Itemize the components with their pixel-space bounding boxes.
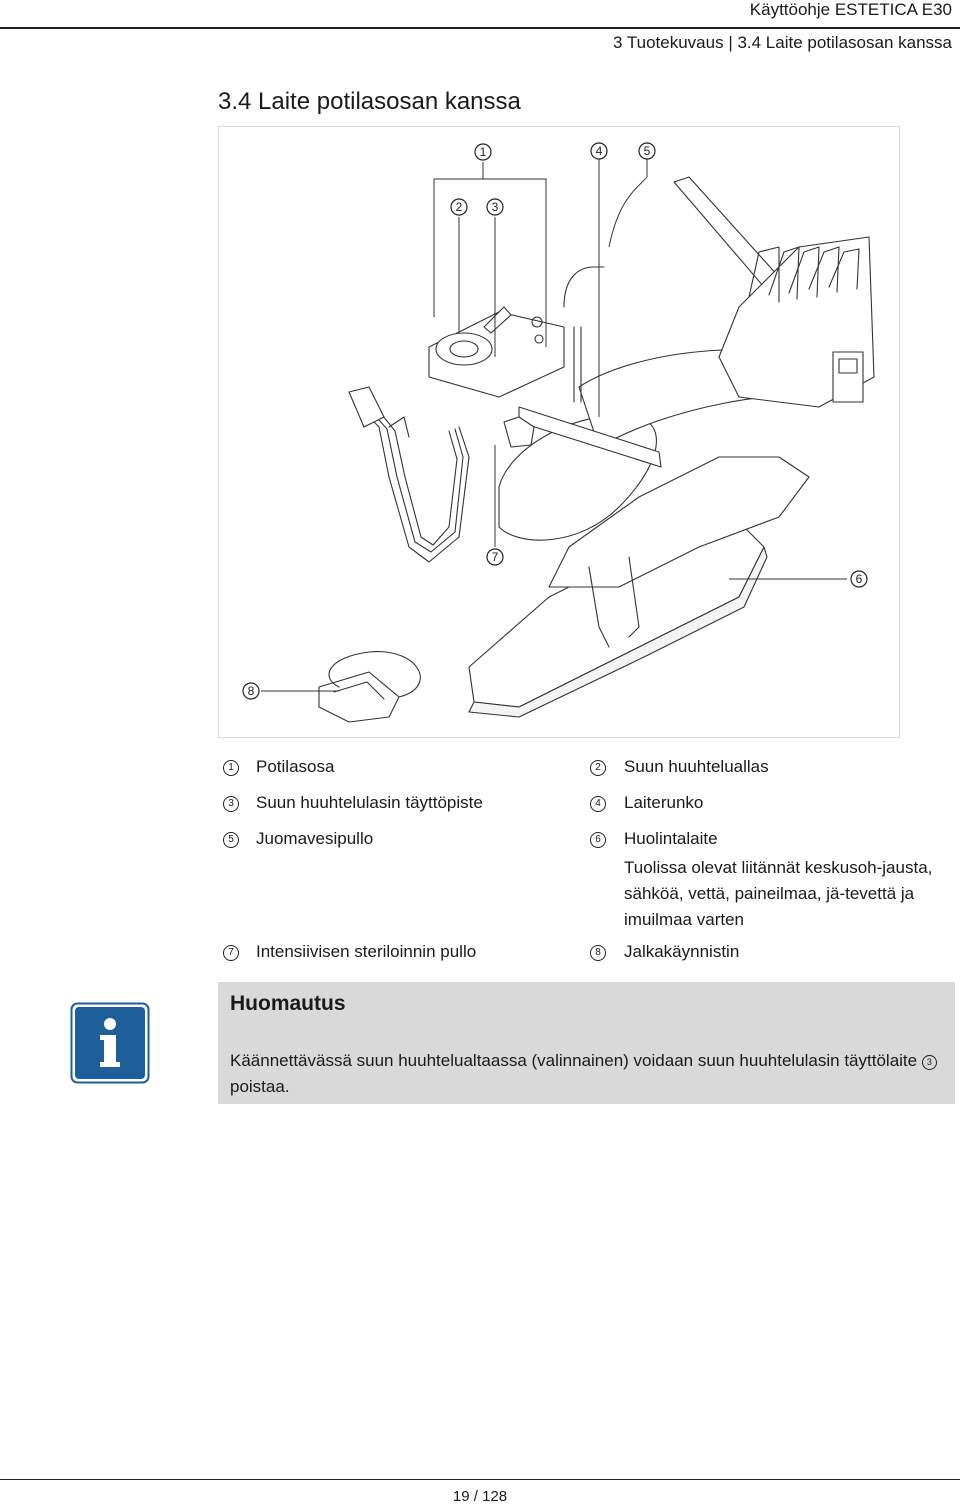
- footer-rule: [0, 1479, 960, 1480]
- legend-number-7: 7: [223, 945, 239, 961]
- svg-text:5: 5: [643, 144, 651, 158]
- dental-unit-illustration: [219, 127, 901, 739]
- svg-text:1: 1: [479, 145, 487, 159]
- svg-text:8: 8: [247, 684, 255, 698]
- legend-label-6: Huolintalaite: [624, 829, 718, 848]
- legend-number-8: 8: [590, 945, 606, 961]
- note-text-start: Käännettävässä suun huuhtelualtaassa (valinnainen) voidaan suun huuhtelulasin täyttölaite: [230, 1051, 918, 1070]
- page-number: 19 / 128: [452, 1488, 508, 1505]
- header-rule: [0, 27, 960, 29]
- svg-text:2: 2: [455, 200, 463, 214]
- note-title: Huomautus: [230, 992, 346, 1015]
- info-icon: [70, 1002, 150, 1084]
- legend-label-1: Potilasosa: [256, 757, 335, 776]
- note-text-end: poistaa.: [230, 1077, 290, 1096]
- legend-label-3: Suun huuhtelulasin täyttöpiste: [256, 793, 483, 812]
- callout-8: [243, 683, 259, 699]
- legend-label-5: Juomavesipullo: [256, 829, 374, 848]
- legend-label-7: Intensiivisen steriloinnin pullo: [256, 942, 477, 961]
- callout-7: [487, 549, 503, 565]
- note-reference-3: 3: [922, 1055, 937, 1070]
- callout-6: [851, 571, 867, 587]
- callout-3: [487, 199, 503, 215]
- svg-text:3: 3: [491, 200, 499, 214]
- svg-text:6: 6: [855, 572, 863, 586]
- callout-4: [591, 143, 607, 159]
- document-title: Käyttöohje ESTETICA E30: [749, 0, 952, 19]
- legend-description-6: Tuolissa olevat liitännät keskusoh-jausta, sähköä, vettä, paineilmaa, jä-tevettä ja imuilmaa varten: [624, 858, 933, 929]
- legend-label-4: Laiterunko: [624, 793, 704, 812]
- legend-number-5: 5: [223, 832, 239, 848]
- legend-number-4: 4: [590, 796, 606, 812]
- legend-number-1: 1: [223, 760, 239, 776]
- callout-5: [639, 143, 655, 159]
- figure-frame: [218, 126, 900, 738]
- callout-2: [451, 199, 467, 215]
- svg-text:7: 7: [491, 550, 499, 564]
- legend-label-8: Jalkakäynnistin: [624, 942, 740, 961]
- section-title: 3.4 Laite potilasosan kanssa: [218, 88, 521, 115]
- note-text: [230, 1048, 940, 1100]
- legend-number-6: 6: [590, 832, 606, 848]
- note-box: [218, 982, 955, 1104]
- legend-number-3: 3: [223, 796, 239, 812]
- callout-1: [475, 144, 491, 160]
- svg-text:4: 4: [595, 144, 603, 158]
- breadcrumb: 3 Tuotekuvaus | 3.4 Laite potilasosan kanssa: [613, 33, 952, 52]
- legend-number-2: 2: [590, 760, 606, 776]
- legend-label-2: Suun huuhteluallas: [624, 757, 769, 776]
